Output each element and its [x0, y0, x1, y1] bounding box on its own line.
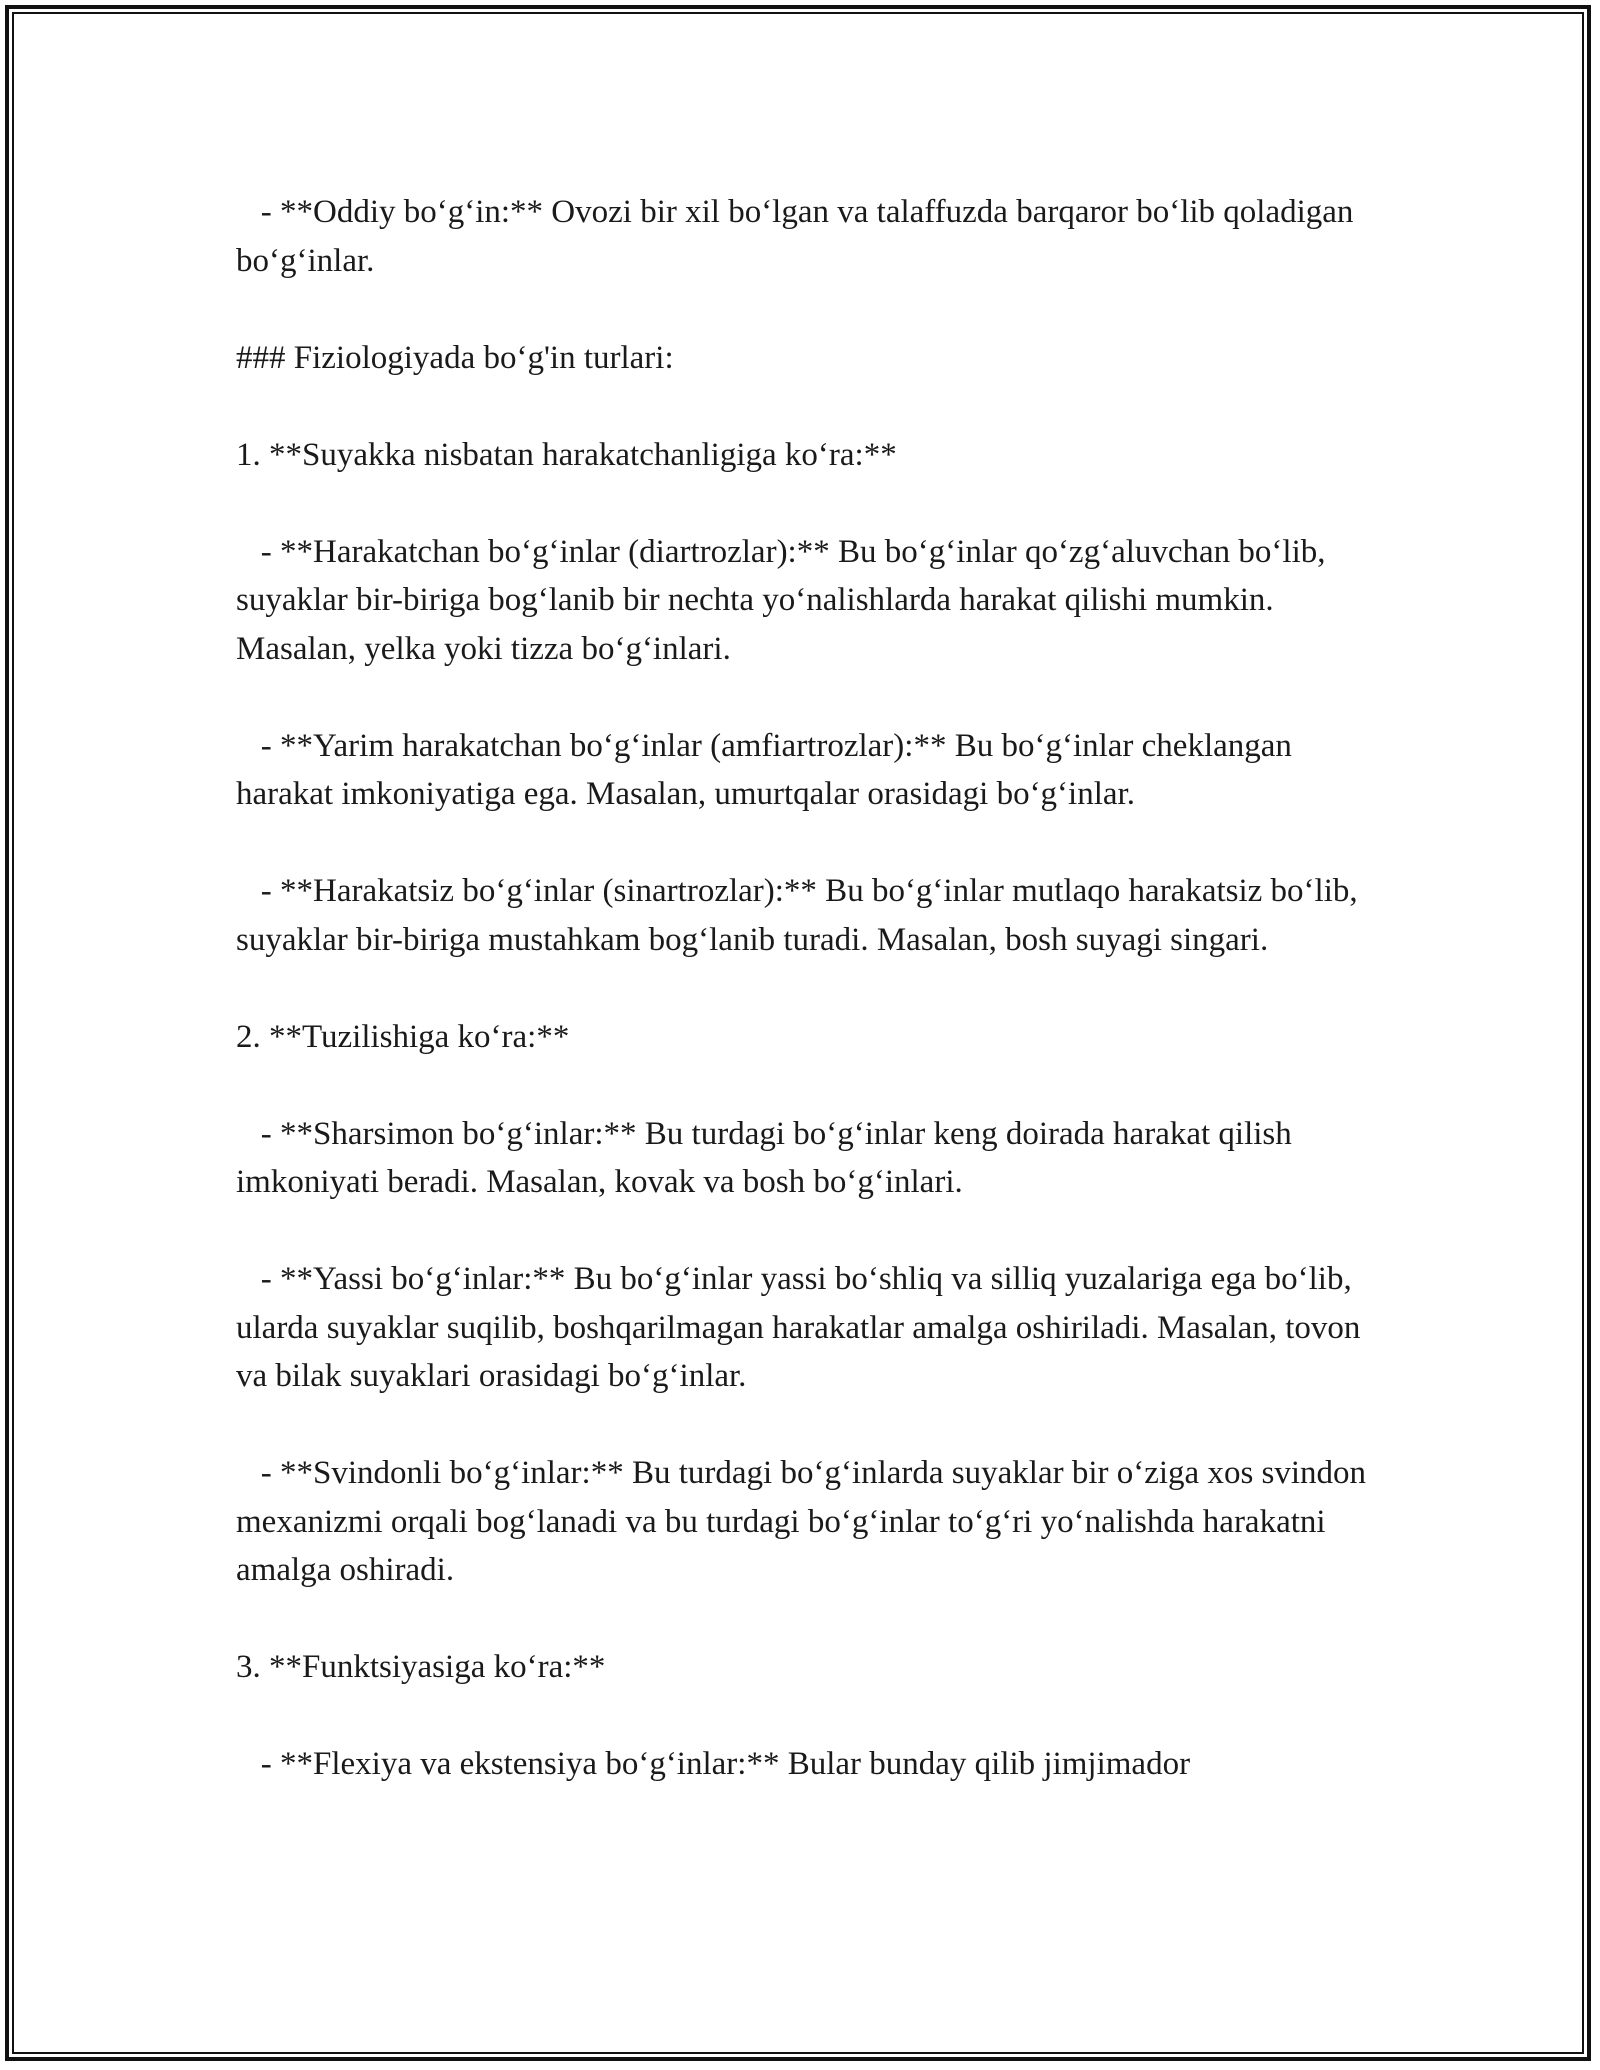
list-item-tuzilishiga-kora: 2. **Tuzilishiga ko‘ra:**: [236, 1018, 570, 1055]
paragraph-yassi-boginlar: - **Yassi bo‘g‘inlar:** Bu bo‘g‘inlar yassi bo‘shliq va silliq yuzalariga ega bo‘lib, ularda suyaklar suqilib, boshqarilmagan harakatlar amalga oshiriladi. Masalan, tovon va bilak suyaklari orasidagi bo‘g‘inlar.: [236, 1261, 1369, 1394]
paragraph-harakatsiz-boginlar: - **Harakatsiz bo‘g‘inlar (sinartrozlar):** Bu bo‘g‘inlar mutlaqo harakatsiz bo‘lib, suyaklar bir-biriga mustahkam bog‘lanib turadi. Masalan, bosh suyagi singari.: [236, 873, 1366, 958]
heading-fiziologiya-bogin-turlari: ### Fiziologiyada bo‘g'in turlari:: [236, 339, 674, 376]
paragraph-oddiy-bogin: - **Oddiy bo‘g‘in:** Ovozi bir xil bo‘lgan va talaffuzda barqaror bo‘lib qoladigan bo‘g‘inlar.: [236, 194, 1362, 279]
paragraph-yarim-harakatchan-boginlar: - **Yarim harakatchan bo‘g‘inlar (amfiartrozlar):** Bu bo‘g‘inlar cheklangan harakat imkoniyatiga ega. Masalan, umurtqalar orasidagi bo‘g‘inlar.: [236, 727, 1301, 812]
list-item-harakatchanligiga-kora: 1. **Suyakka nisbatan harakatchanligiga ko‘ra:**: [236, 436, 897, 473]
paragraph-svindonli-boginlar: - **Svindonli bo‘g‘inlar:** Bu turdagi bo‘g‘inlarda suyaklar bir o‘ziga xos svindon mexanizmi orqali bog‘lanadi va bu turdagi bo‘g‘inlar to‘g‘ri yo‘nalishda harakatni amalga oshiradi.: [236, 1455, 1375, 1588]
paragraph-flexiya-ekstensiya: - **Flexiya va ekstensiya bo‘g‘inlar:** Bular bunday qilib jimjimador: [236, 1746, 1191, 1782]
document-body: [236, 188, 1386, 1789]
list-item-funktsiyasiga-kora: 3. **Funktsiyasiga ko‘ra:**: [236, 1649, 606, 1685]
paragraph-harakatchan-boginlar: - **Harakatchan bo‘g‘inlar (diartrozlar):** Bu bo‘g‘inlar qo‘zg‘aluvchan bo‘lib, suyaklar bir-biriga bog‘lanib bir nechta yo‘nalishlarda harakat qilishi mumkin. Masalan, yelka yoki tizza bo‘g‘inlari.: [236, 533, 1334, 667]
paragraph-sharsimon-boginlar: - **Sharsimon bo‘g‘inlar:** Bu turdagi bo‘g‘inlar keng doirada harakat qilish imkoniyati beradi. Masalan, kovak va bosh bo‘g‘inlari.: [236, 1115, 1301, 1200]
